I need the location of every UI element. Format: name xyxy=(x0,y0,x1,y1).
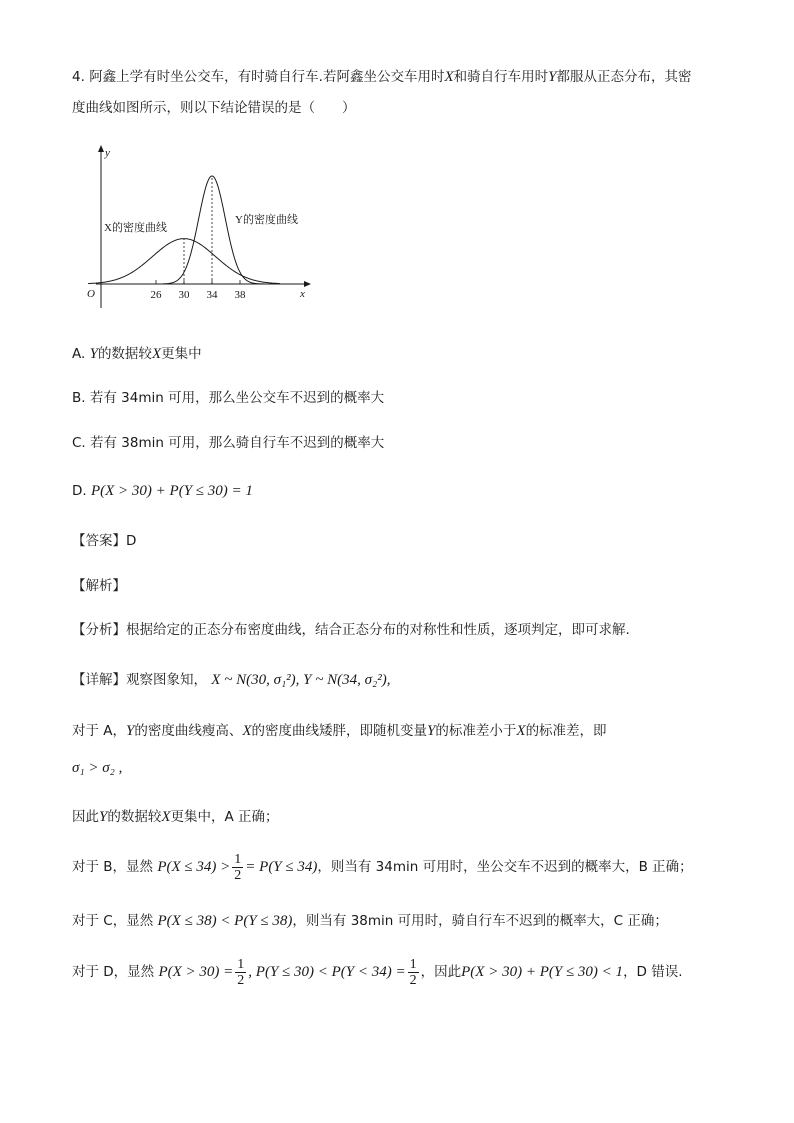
xiangjie-text: 观察图象知， xyxy=(126,672,207,688)
y-density-curve xyxy=(163,176,265,284)
density-figure xyxy=(78,140,318,315)
option-c-text: 若有 38min 可用，那么骑自行车不迟到的概率大 xyxy=(90,435,385,451)
var-x: X xyxy=(151,346,162,362)
xiangjie-tag: 【详解】 xyxy=(72,672,126,688)
var-y: Y xyxy=(89,346,98,362)
detail-d-prefix: 对于 D，显然 xyxy=(72,964,155,980)
option-a-text-1: 的数据较 xyxy=(97,346,152,362)
detail-c-text: ，则当有 38min 可用时，骑自行车不迟到的概率大，C 正确； xyxy=(292,913,668,929)
option-b-text: 若有 34min 可用，那么坐公交车不迟到的概率大 xyxy=(89,390,385,406)
tick-label: 26 xyxy=(150,289,162,301)
option-c-label: C. xyxy=(72,435,86,451)
analysis-tag: 【解析】 xyxy=(72,578,126,594)
option-a-text-2: 更集中 xyxy=(161,346,202,362)
detail-a-concl-prefix: 因此 xyxy=(72,809,99,825)
fraction-one-half xyxy=(235,957,246,988)
detail-b-prefix: 对于 B，显然 xyxy=(72,859,154,875)
detail-a-prefix: 对于 A， xyxy=(72,723,127,739)
xiangjie-formula: X ~ N(30, σ₁²), Y ~ N(34, σ₂²), xyxy=(211,672,391,688)
detail-d-formula-1: P(X > 30) = xyxy=(158,964,234,980)
var-x: X xyxy=(242,723,252,739)
fraction-one-half xyxy=(408,957,419,988)
fraction-one-half xyxy=(232,852,243,883)
detail-a-t2: 的密度曲线矮胖，即随机变量 xyxy=(251,723,428,739)
detail-a-t4: 的标准差，即 xyxy=(525,723,607,739)
detail-d-t1: ，因此 xyxy=(420,964,462,980)
option-d-formula: P(X > 30) + P(Y ≤ 30) = 1 xyxy=(90,483,253,499)
y-curve-label: Y的密度曲线 xyxy=(235,214,298,226)
y-axis-label: y xyxy=(105,147,110,159)
fraction-denominator: 2 xyxy=(237,972,245,988)
var-y: Y xyxy=(427,723,436,739)
question-line-1 xyxy=(72,67,692,87)
answer-value: D xyxy=(126,533,137,549)
detail-d-formula-3: P(X > 30) + P(Y ≤ 30) < 1 xyxy=(461,964,624,980)
detail-b-formula-2: = P(Y ≤ 34) xyxy=(245,859,318,875)
answer-tag: 【答案】 xyxy=(72,533,126,549)
fenxi-tag: 【分析】 xyxy=(72,622,126,638)
var-y: Y xyxy=(548,69,557,85)
detail-b-line xyxy=(72,850,693,884)
fraction-denominator: 2 xyxy=(234,867,242,883)
detail-c-formula: P(X ≤ 38) < P(Y ≤ 38) xyxy=(157,913,293,929)
tick-label: 34 xyxy=(206,289,218,301)
option-c xyxy=(72,433,384,453)
option-b-label: B. xyxy=(72,390,86,406)
option-a-label: A. xyxy=(72,346,86,362)
sigma-inequality: σ₁ > σ₂ , xyxy=(72,760,123,776)
x-ticks xyxy=(151,280,247,301)
fenxi-text: 根据给定的正态分布密度曲线，结合正态分布的对称性和性质，逐项判定，即可求解. xyxy=(126,622,630,638)
detail-a-line-1 xyxy=(72,721,607,741)
var-y: Y xyxy=(99,809,108,825)
fraction-numerator: 1 xyxy=(234,851,242,867)
question-number: 4. xyxy=(72,69,85,85)
option-d-label: D. xyxy=(72,483,87,499)
fenxi-line xyxy=(72,620,630,640)
var-x: X xyxy=(444,69,454,85)
x-axis-label: x xyxy=(300,288,305,300)
detail-d-t2: ，D 错误. xyxy=(623,964,683,980)
detail-c-prefix: 对于 C，显然 xyxy=(72,913,154,929)
detail-a-conclusion xyxy=(72,807,279,827)
var-y: Y xyxy=(126,723,135,739)
x-curve-label: X的密度曲线 xyxy=(104,222,167,234)
question-line-2: 度曲线如图所示，则以下结论错误的是（ ） xyxy=(72,100,356,116)
fraction-denominator: 2 xyxy=(409,972,417,988)
question-text-1a: 阿鑫上学有时坐公交车，有时骑自行车.若阿鑫坐公交车用时 xyxy=(89,69,445,85)
var-x: X xyxy=(161,809,171,825)
detail-b-formula-1: P(X ≤ 34) > xyxy=(157,859,231,875)
option-b xyxy=(72,388,384,408)
origin-label: O xyxy=(87,288,95,300)
question-text-1c: 都服从正态分布，其密 xyxy=(556,69,692,85)
detail-a-concl-t2: 更集中，A 正确； xyxy=(170,809,279,825)
detail-a-concl-t1: 的数据较 xyxy=(107,809,162,825)
detail-b-text: ，则当有 34min 可用时，坐公交车不迟到的概率大，B 正确； xyxy=(317,859,693,875)
tick-label: 30 xyxy=(178,289,190,301)
detail-a-t1: 的密度曲线瘦高、 xyxy=(134,723,243,739)
tick-label: 38 xyxy=(234,289,246,301)
detail-a-t3: 的标准差小于 xyxy=(435,723,517,739)
question-text-1b: 和骑自行车用时 xyxy=(453,69,549,85)
answer-line xyxy=(72,531,136,551)
detail-d-formula-2: , P(Y ≤ 30) < P(Y < 34) = xyxy=(248,964,406,980)
detail-c-line xyxy=(72,911,668,931)
fraction-numerator: 1 xyxy=(409,956,417,972)
var-x: X xyxy=(516,723,526,739)
option-a xyxy=(72,344,202,364)
detail-d-line xyxy=(72,955,683,989)
fraction-numerator: 1 xyxy=(237,956,245,972)
xiangjie-line xyxy=(72,670,391,690)
option-d xyxy=(72,481,253,501)
x-density-curve xyxy=(88,239,280,284)
detail-a-line-2 xyxy=(72,758,122,778)
